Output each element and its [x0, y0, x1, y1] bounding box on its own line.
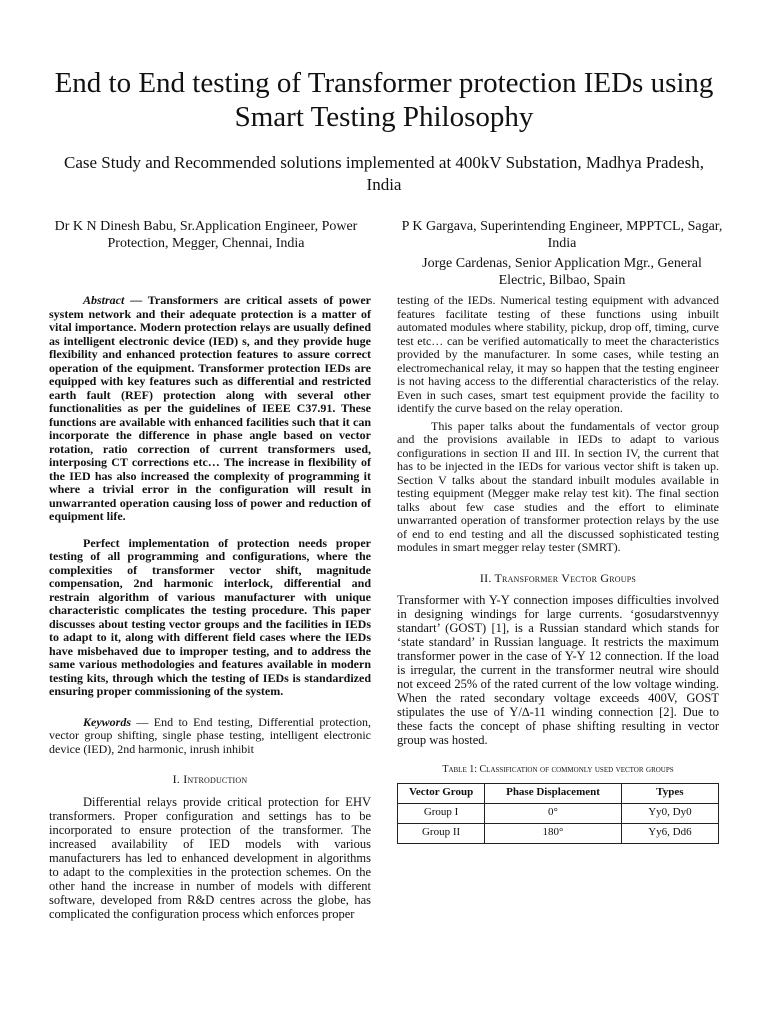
table-cell: Group II [398, 823, 485, 843]
left-column [49, 294, 371, 921]
keywords-label: Keywords [83, 714, 131, 729]
table-cell: Yy0, Dy0 [621, 803, 718, 823]
abstract-paragraph-1 [49, 294, 371, 524]
table-header-cell: Vector Group [398, 783, 485, 803]
author-right-1: P K Gargava, Superintending Engineer, MPPTCL, Sagar, India [401, 219, 723, 251]
table-row [398, 823, 719, 843]
table-row [398, 803, 719, 823]
abstract-text-1: Transformers are critical assets of power system network and their adequate protection is a matter of vital importance. Modern protection relays are usually defined as intelligent electronic device (IED) s, and they provide huge flexibility and enhanced protection features to assure correct operation of the equipment. Transformer protection IEDs are equipped with key features such as differential and restricted earth fault (REF) protection along with several other functionalities as per the guidelines of IEEE C37.91. These functions are available with enhanced facilities such that it can incorporate the difference in phase angle based on vector rotation, ratio correction of current transformers used, interposing CT corrections etc… The increase in flexibility of the IED has also increased the complexity of programming it where a trivial error in the configuration will result in unwarranted operation causing loss of power and reduction of equipment life. [49, 293, 371, 523]
table-cell: Group I [398, 803, 485, 823]
table-header-cell: Types [621, 783, 718, 803]
table-cell: 0° [485, 803, 622, 823]
abstract-label: Abstract [83, 293, 125, 307]
abstract-paragraph-2: Perfect implementation of protection needs proper testing of all programming and configurations, where the complexities of transformer vector shift, magnitude compensation, 2nd harmonic interlock, differential and restrain algorithm of various manufacturer with unique characteristic complicates the testing procedure. This paper discusses about testing vector groups and the facilities in IEDs to adapt to it, along with different field cases where the IEDs have misbehaved due to improper testing, and to address the same various methodologies and features available in modern testing kits, through which the testing of IEDs is standardized ensuring proper commissioning of the system. [49, 535, 371, 698]
keywords-sep: — [131, 714, 154, 729]
author-right-2: Jorge Cardenas, Senior Application Mgr., General Electric, Bilbao, Spain [422, 256, 702, 288]
table-cell: 180° [485, 823, 622, 843]
table-cell: Yy6, Dd6 [621, 823, 718, 843]
abstract-sep: — [124, 293, 148, 307]
table-header-row [398, 783, 719, 803]
section-heading-introduction: I. Introduction [172, 772, 248, 786]
paper-subtitle: Case Study and Recommended solutions implemented at 400kV Substation, Madhya Pradesh, India [64, 153, 704, 194]
right-paragraph-2: This paper talks about the fundamentals of vector group and the provisions available in IEDs to adapt to various configurations in section II and III. In section IV, the current that has to be injected in the IEDs for various vector shift is taken up. Section V talks about the standard inbuilt modules available in testing equipment (Megger make relay test kit). The final section talks about few case studies and the effort to eliminate unwarranted operation of transformer protection relays by the use of end to end testing and all the discussed sophisticated testing modules in smart megger relay tester (SMRT). [397, 418, 719, 554]
paper-title: End to End testing of Transformer protection IEDs using Smart Testing Philosophy [54, 67, 714, 133]
author-left-affiliation: Dr K N Dinesh Babu, Sr.Application Engineer, Power Protection, Megger, Chennai, India [54, 219, 358, 251]
table-header-cell: Phase Displacement [485, 783, 622, 803]
author-right [400, 218, 724, 289]
author-left [48, 218, 364, 252]
vector-group-table [397, 783, 719, 844]
section-heading-vector-groups: II. Transformer Vector Groups [479, 570, 637, 585]
right-paragraph-1: testing of the IEDs. Numerical testing equipment with advanced features facilitate testing of these functions using inbuilt automated modules where stability, pickup, drop off, timing, curve test etc… can be verified automatically to meet the characteristics provided by the manufacturer. In some cases, while testing an electromechanical relay, it may so happen that the testing engineer is not having access to the differential characteristics of the relay. Even in such cases, smart test equipment provide the facility to identify the curve based on the relay operation. [397, 293, 719, 415]
vector-groups-paragraph: Transformer with Y-Y connection imposes difficulties involved in designing windings for large currents. ‘gosudarstvennyy standart’ (GOST) [1], is a Russian standard which stands for ‘state standard’ in Russian language. It restricts the maximum transformer power in the case of Y-Y 12 connection. If the load is irregular, the current in the transformer neutral wire should not exceed 25% of the rated current of the low voltage winding. When the rated secondary voltage exceeds 400V, GOST stipulates the use of Y/∆-11 winding connection [2]. Due to these facts the concept of phase shifting resulting in vector group was hosted. [397, 593, 719, 747]
introduction-paragraph: Differential relays provide critical protection for EHV transformers. Proper configuration and settings has to be incorporated to ensure protection of the transformer. The increased availability of IED models with various manufacturers has led to enhanced development in algorithms to adapt to the complexities in the protection schemes. On the other hand the increase in number of models with different software, developed from R&D centres across the globe, has complicated the configuration process which enforces proper [49, 794, 371, 921]
right-column [397, 294, 719, 844]
keywords-paragraph [49, 716, 371, 757]
table-caption: Table 1: Classification of commonly used vector groups [442, 764, 674, 775]
keywords-text: End to End testing, Differential protection, vector group shifting, single phase testing, intelligent electronic device (IED), 2nd harmonic, inrush inhibit [49, 714, 371, 756]
